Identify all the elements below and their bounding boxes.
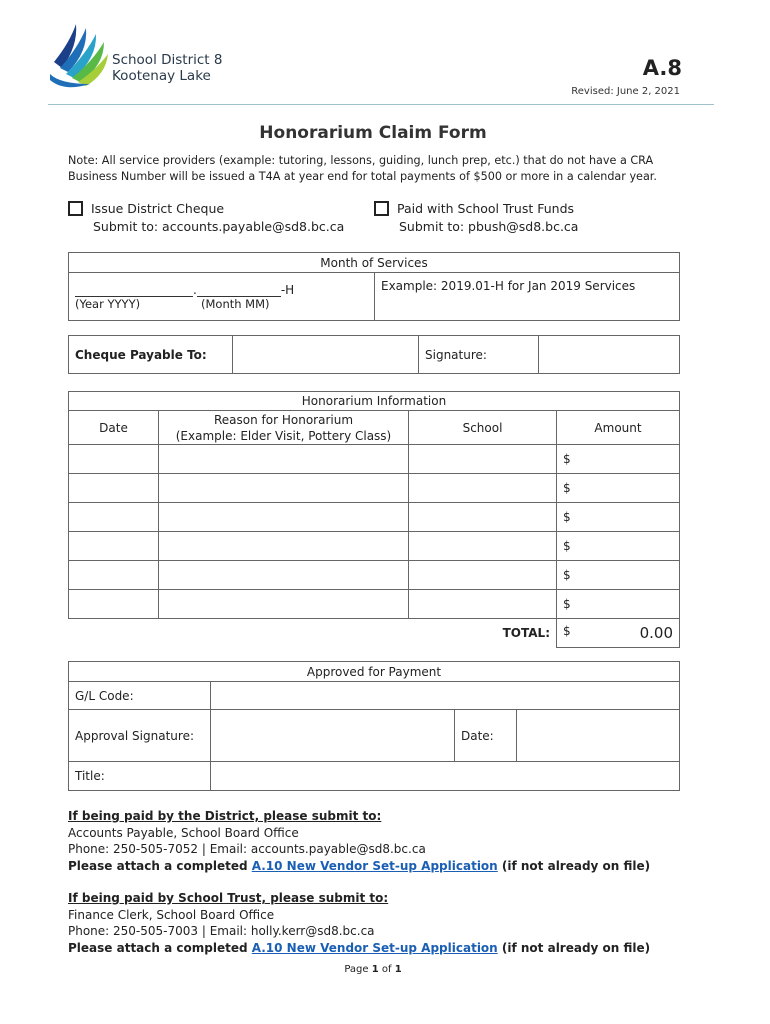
page-total: 1 (394, 964, 402, 975)
revised-date: Revised: June 2, 2021 (571, 86, 680, 97)
col-school: School (409, 411, 557, 445)
school-cell[interactable] (409, 474, 557, 503)
month-entry-cell[interactable] (69, 273, 375, 321)
table-row (69, 532, 680, 561)
district-attach (68, 858, 650, 875)
reason-cell[interactable] (159, 561, 409, 590)
page-of: of (378, 964, 395, 975)
school-trust-submit: Submit to: pbush@sd8.bc.ca (399, 219, 579, 234)
approval-signature-label: Approval Signature: (69, 710, 211, 762)
month-blank[interactable] (197, 284, 281, 297)
reason-cell[interactable] (159, 445, 409, 474)
school-trust-label: Paid with School Trust Funds (397, 201, 575, 216)
header-divider (48, 104, 714, 105)
page-title: Honorarium Claim Form (259, 123, 487, 143)
approval-date-field[interactable] (517, 710, 680, 762)
date-cell[interactable] (69, 474, 159, 503)
title-field[interactable] (211, 762, 680, 791)
organization-name (112, 52, 222, 84)
school-cell[interactable] (409, 590, 557, 619)
amount-cell[interactable]: $ (557, 503, 680, 532)
district-attach-post: (if not already on file) (497, 858, 651, 873)
district-heading: If being paid by the District, please submit to: (68, 809, 382, 823)
district-logo (50, 22, 110, 92)
document-code: A.8 (642, 56, 682, 80)
honorarium-table (68, 391, 680, 648)
honorarium-header: Honorarium Information (69, 392, 680, 411)
year-blank[interactable] (75, 284, 193, 297)
option-school-trust (374, 200, 578, 236)
table-row (69, 474, 680, 503)
gl-code-label: G/L Code: (69, 682, 211, 710)
trust-attach-pre: Please attach a completed (68, 940, 252, 955)
trust-line-1: Finance Clerk, School Board Office (68, 907, 275, 922)
date-cell[interactable] (69, 590, 159, 619)
date-cell[interactable] (69, 561, 159, 590)
month-label: (Month MM) (201, 296, 270, 311)
district-cheque-label: Issue District Cheque (91, 201, 225, 216)
total-label: TOTAL: (502, 626, 550, 641)
reason-cell[interactable] (159, 474, 409, 503)
year-label: (Year YYYY) (75, 296, 141, 311)
district-vendor-link[interactable]: A.10 New Vendor Set-up Application (251, 858, 498, 873)
date-cell[interactable] (69, 445, 159, 474)
district-line-1: Accounts Payable, School Board Office (68, 825, 299, 840)
approval-table (68, 661, 680, 791)
trust-instructions (68, 890, 650, 956)
reason-cell[interactable] (159, 503, 409, 532)
trust-line-2: Phone: 250-505-7003 | Email: holly.kerr@sd8.bc.ca (68, 924, 375, 938)
title-label: Title: (69, 762, 211, 791)
amount-cell[interactable]: $ (557, 532, 680, 561)
gl-code-field[interactable] (211, 682, 680, 710)
signature-label: Signature: (419, 336, 539, 374)
page-label: Page (344, 964, 372, 975)
district-cheque-submit: Submit to: accounts.payable@sd8.bc.ca (93, 219, 345, 234)
table-row (69, 590, 680, 619)
page-current: 1 (371, 964, 379, 975)
month-of-services-table (68, 252, 680, 321)
approval-signature-field[interactable] (211, 710, 455, 762)
date-cell[interactable] (69, 532, 159, 561)
district-instructions (68, 808, 650, 874)
year-month-separator: . (193, 282, 197, 297)
amount-cell[interactable]: $ (557, 445, 680, 474)
table-row (69, 561, 680, 590)
total-value: 0.00 (639, 624, 673, 642)
table-row (69, 445, 680, 474)
school-cell[interactable] (409, 561, 557, 590)
school-cell[interactable] (409, 532, 557, 561)
total-row (69, 619, 680, 648)
table-row (69, 503, 680, 532)
total-cell (557, 619, 680, 648)
col-reason-line-1: Reason for Honorarium (213, 412, 354, 427)
reason-cell[interactable] (159, 532, 409, 561)
month-suffix: -H (280, 282, 295, 297)
cheque-payable-field[interactable] (233, 336, 419, 374)
approval-date-label: Date: (455, 710, 517, 762)
trust-attach-post: (if not already on file) (497, 940, 651, 955)
school-trust-checkbox[interactable] (374, 201, 389, 216)
district-cheque-checkbox[interactable] (68, 201, 83, 216)
school-cell[interactable] (409, 503, 557, 532)
t4a-note: Note: All service providers (example: tutoring, lessons, guiding, lunch prep, etc.) that do not have a CRA Business Number will be issued a T4A at year end for total payments of $500 or more in a calendar year. (68, 154, 657, 183)
school-cell[interactable] (409, 445, 557, 474)
org-line-2: Kootenay Lake (112, 68, 211, 84)
trust-attach (68, 940, 650, 957)
signature-field[interactable] (539, 336, 680, 374)
option-district-cheque (68, 200, 344, 236)
col-reason-line-2: (Example: Elder Visit, Pottery Class) (175, 428, 392, 443)
org-line-1: School District 8 (112, 52, 223, 68)
total-currency: $ (563, 624, 571, 638)
amount-cell[interactable]: $ (557, 590, 680, 619)
cheque-payable-label: Cheque Payable To: (69, 336, 233, 374)
cheque-table (68, 335, 680, 374)
month-of-services-header: Month of Services (69, 253, 680, 273)
reason-cell[interactable] (159, 590, 409, 619)
col-reason (159, 411, 409, 445)
trust-heading: If being paid by School Trust, please submit to: (68, 891, 389, 905)
amount-cell[interactable]: $ (557, 561, 680, 590)
district-line-2: Phone: 250-505-7052 | Email: accounts.payable@sd8.bc.ca (68, 842, 426, 856)
district-attach-pre: Please attach a completed (68, 858, 252, 873)
amount-cell[interactable]: $ (557, 474, 680, 503)
approval-header: Approved for Payment (69, 662, 680, 682)
col-date: Date (69, 411, 159, 445)
month-example: Example: 2019.01-H for Jan 2019 Services (375, 273, 680, 321)
date-cell[interactable] (69, 503, 159, 532)
trust-vendor-link[interactable]: A.10 New Vendor Set-up Application (251, 940, 498, 955)
col-amount: Amount (557, 411, 680, 445)
page-number (0, 964, 746, 975)
